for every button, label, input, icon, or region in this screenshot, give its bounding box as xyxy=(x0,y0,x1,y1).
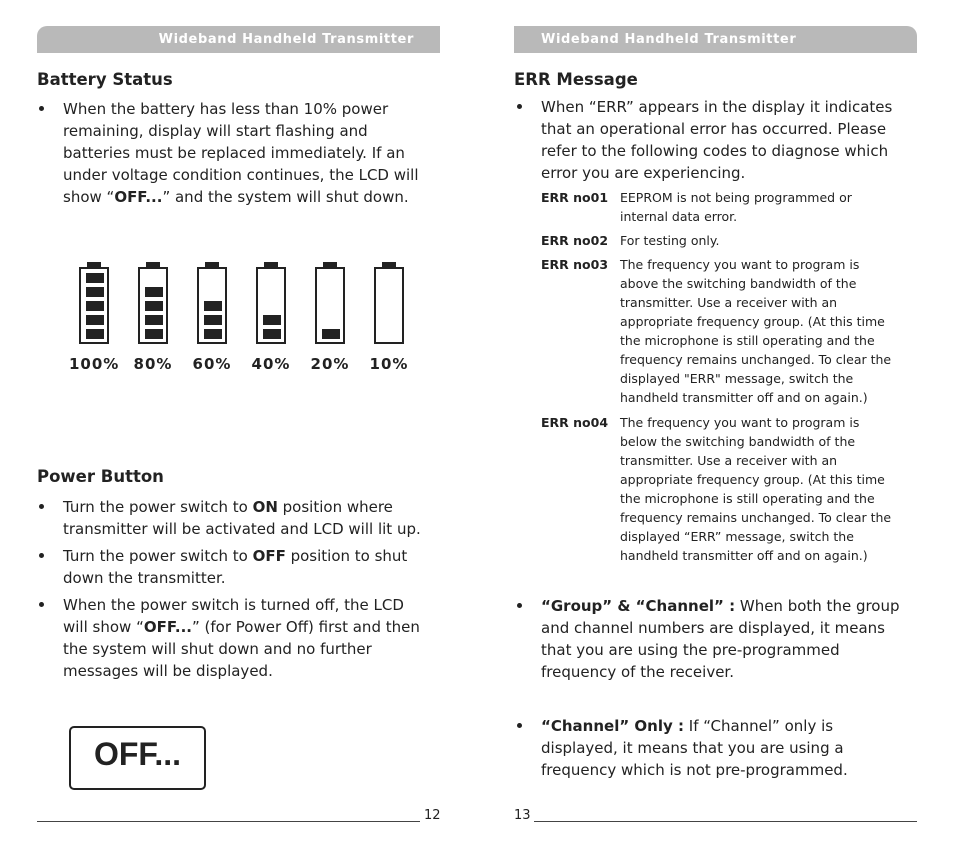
bullet-dot xyxy=(517,104,522,109)
channel-only-line-3: frequency which is not pre-programmed. xyxy=(541,761,848,779)
power-button-title: Power Button xyxy=(37,467,164,486)
footer-rule-left xyxy=(37,821,420,822)
bullet-dot xyxy=(39,602,44,607)
channel-only-line-1: “Channel” Only : If “Channel” only is xyxy=(541,717,834,735)
err-description-line: The frequency you want to program is xyxy=(620,415,860,430)
err-description-line: EEPROM is not being programmed or xyxy=(620,190,852,205)
err-description-line: appropriate frequency group. (At this time xyxy=(620,472,885,487)
err-description-line: frequency remains unchanged. To clear the xyxy=(620,510,892,525)
battery-percent-label: 80% xyxy=(133,355,173,373)
lcd-display xyxy=(69,726,206,790)
err-description-line: transmitter. Use a receiver with an xyxy=(620,453,838,468)
group-channel-line-2: and channel numbers are displayed, it means xyxy=(541,619,885,637)
err-description-line: below the switching bandwidth of the xyxy=(620,434,856,449)
battery-status-title: Battery Status xyxy=(37,70,173,89)
err-code: ERR no03 xyxy=(541,257,609,272)
switch-off-line-2: will show “OFF...” (for Power Off) first and then xyxy=(63,618,420,636)
battery-icon xyxy=(197,262,227,344)
battery-level-bar xyxy=(204,301,222,311)
err-intro-line-4: error you are experiencing. xyxy=(541,164,746,182)
battery-level-bar xyxy=(263,329,281,339)
battery-level-bar xyxy=(204,315,222,325)
header-title-left: Wideband Handheld Transmitter xyxy=(158,32,414,47)
group-channel-line-3: that you are using the pre-programmed xyxy=(541,641,840,659)
battery-level-bar xyxy=(145,287,163,297)
battery-level-bar xyxy=(263,315,281,325)
err-intro-line-3: refer to the following codes to diagnose which xyxy=(541,142,889,160)
header-bar-left xyxy=(37,26,440,53)
battery-body xyxy=(315,267,345,344)
page-number-left: 12 xyxy=(424,808,441,823)
err-description-line: above the switching bandwidth of the xyxy=(620,276,857,291)
battery-level-bar xyxy=(145,329,163,339)
switch-off-line-4: messages will be displayed. xyxy=(63,662,273,680)
err-code: ERR no04 xyxy=(541,415,609,430)
err-message-title: ERR Message xyxy=(514,70,638,89)
err-description-line: the microphone is still operating and the xyxy=(620,333,875,348)
group-channel-line-1: “Group” & “Channel” : When both the group xyxy=(541,597,900,615)
err-code: ERR no01 xyxy=(541,190,609,205)
err-description-line: handheld transmitter off and on again.) xyxy=(620,548,868,563)
err-description xyxy=(620,231,915,250)
err-description-line: the microphone is still operating and the xyxy=(620,491,875,506)
err-intro-bullet xyxy=(541,96,917,184)
lcd-display-text: OFF... xyxy=(93,736,182,772)
battery-percent-label: 100% xyxy=(69,355,120,373)
battery-body xyxy=(138,267,168,344)
channel-only-bullet xyxy=(541,715,917,781)
battery-percent-label: 20% xyxy=(310,355,350,373)
battery-line-4: under voltage condition continues, the LCD will xyxy=(63,166,419,184)
bullet-dot xyxy=(39,504,44,509)
battery-line-3: batteries must be replaced immediately. If an xyxy=(63,144,405,162)
battery-level-bar xyxy=(86,287,104,297)
battery-level-bar xyxy=(322,329,340,339)
bullet-dot xyxy=(517,603,522,608)
battery-line-1: When the battery has less than 10% power xyxy=(63,100,389,118)
battery-level-bar xyxy=(86,273,104,283)
switch-off-line-3: the system will shut down and no further xyxy=(63,640,372,658)
bullet-dot xyxy=(517,723,522,728)
battery-level-bar xyxy=(145,315,163,325)
battery-body xyxy=(256,267,286,344)
err-description xyxy=(620,188,915,226)
err-description-line: internal data error. xyxy=(620,209,738,224)
header-bar-right xyxy=(514,26,917,53)
err-intro-line-2: that an operational error has occurred. Please xyxy=(541,120,887,138)
err-description-line: For testing only. xyxy=(620,233,720,248)
err-description xyxy=(620,413,915,565)
bullet-dot xyxy=(39,553,44,558)
power-on-line-2: transmitter will be activated and LCD will lit up. xyxy=(63,520,421,538)
group-channel-line-4: frequency of the receiver. xyxy=(541,663,734,681)
battery-percent-label: 40% xyxy=(251,355,291,373)
err-code: ERR no02 xyxy=(541,233,609,248)
power-off-bullet xyxy=(63,545,443,589)
channel-only-line-2: displayed, it means that you are using a xyxy=(541,739,844,757)
err-description-line: appropriate frequency group. (At this time xyxy=(620,314,885,329)
power-on-bullet xyxy=(63,496,443,540)
battery-percent-label: 60% xyxy=(192,355,232,373)
err-description xyxy=(620,255,915,407)
err-intro-line-1: When “ERR” appears in the display it indicates xyxy=(541,98,893,116)
switch-off-line-1: When the power switch is turned off, the LCD xyxy=(63,596,404,614)
battery-status-bullet xyxy=(63,98,443,208)
battery-level-bar xyxy=(86,315,104,325)
err-description-line: displayed "ERR" message, switch the xyxy=(620,371,854,386)
err-description-line: transmitter. Use a receiver with an xyxy=(620,295,838,310)
battery-line-2: remaining, display will start flashing and xyxy=(63,122,368,140)
err-description-line: frequency remains unchanged. To clear the xyxy=(620,352,892,367)
battery-level-bar xyxy=(86,329,104,339)
battery-line-5: show “OFF...” and the system will shut down. xyxy=(63,188,409,206)
battery-body xyxy=(374,267,404,344)
battery-icon xyxy=(374,262,404,344)
bullet-dot xyxy=(39,106,44,111)
err-description-line: displayed “ERR” message, switch the xyxy=(620,529,854,544)
battery-icon xyxy=(138,262,168,344)
power-on-line-1: Turn the power switch to ON position where xyxy=(63,498,393,516)
battery-level-bar xyxy=(145,301,163,311)
battery-icon xyxy=(315,262,345,344)
group-channel-bullet xyxy=(541,595,917,683)
battery-level-bar xyxy=(86,301,104,311)
power-off-line-2: down the transmitter. xyxy=(63,569,226,587)
battery-body xyxy=(79,267,109,344)
header-title-right: Wideband Handheld Transmitter xyxy=(541,32,797,47)
footer-rule-right xyxy=(534,821,917,822)
battery-icon xyxy=(256,262,286,344)
page-number-right: 13 xyxy=(514,808,531,823)
err-description-line: handheld transmitter off and on again.) xyxy=(620,390,868,405)
battery-icon xyxy=(79,262,109,344)
power-off-line-1: Turn the power switch to OFF position to shut xyxy=(63,547,408,565)
battery-percent-label: 10% xyxy=(369,355,409,373)
power-switch-off-bullet xyxy=(63,594,448,682)
battery-body xyxy=(197,267,227,344)
err-description-line: The frequency you want to program is xyxy=(620,257,860,272)
battery-level-bar xyxy=(204,329,222,339)
